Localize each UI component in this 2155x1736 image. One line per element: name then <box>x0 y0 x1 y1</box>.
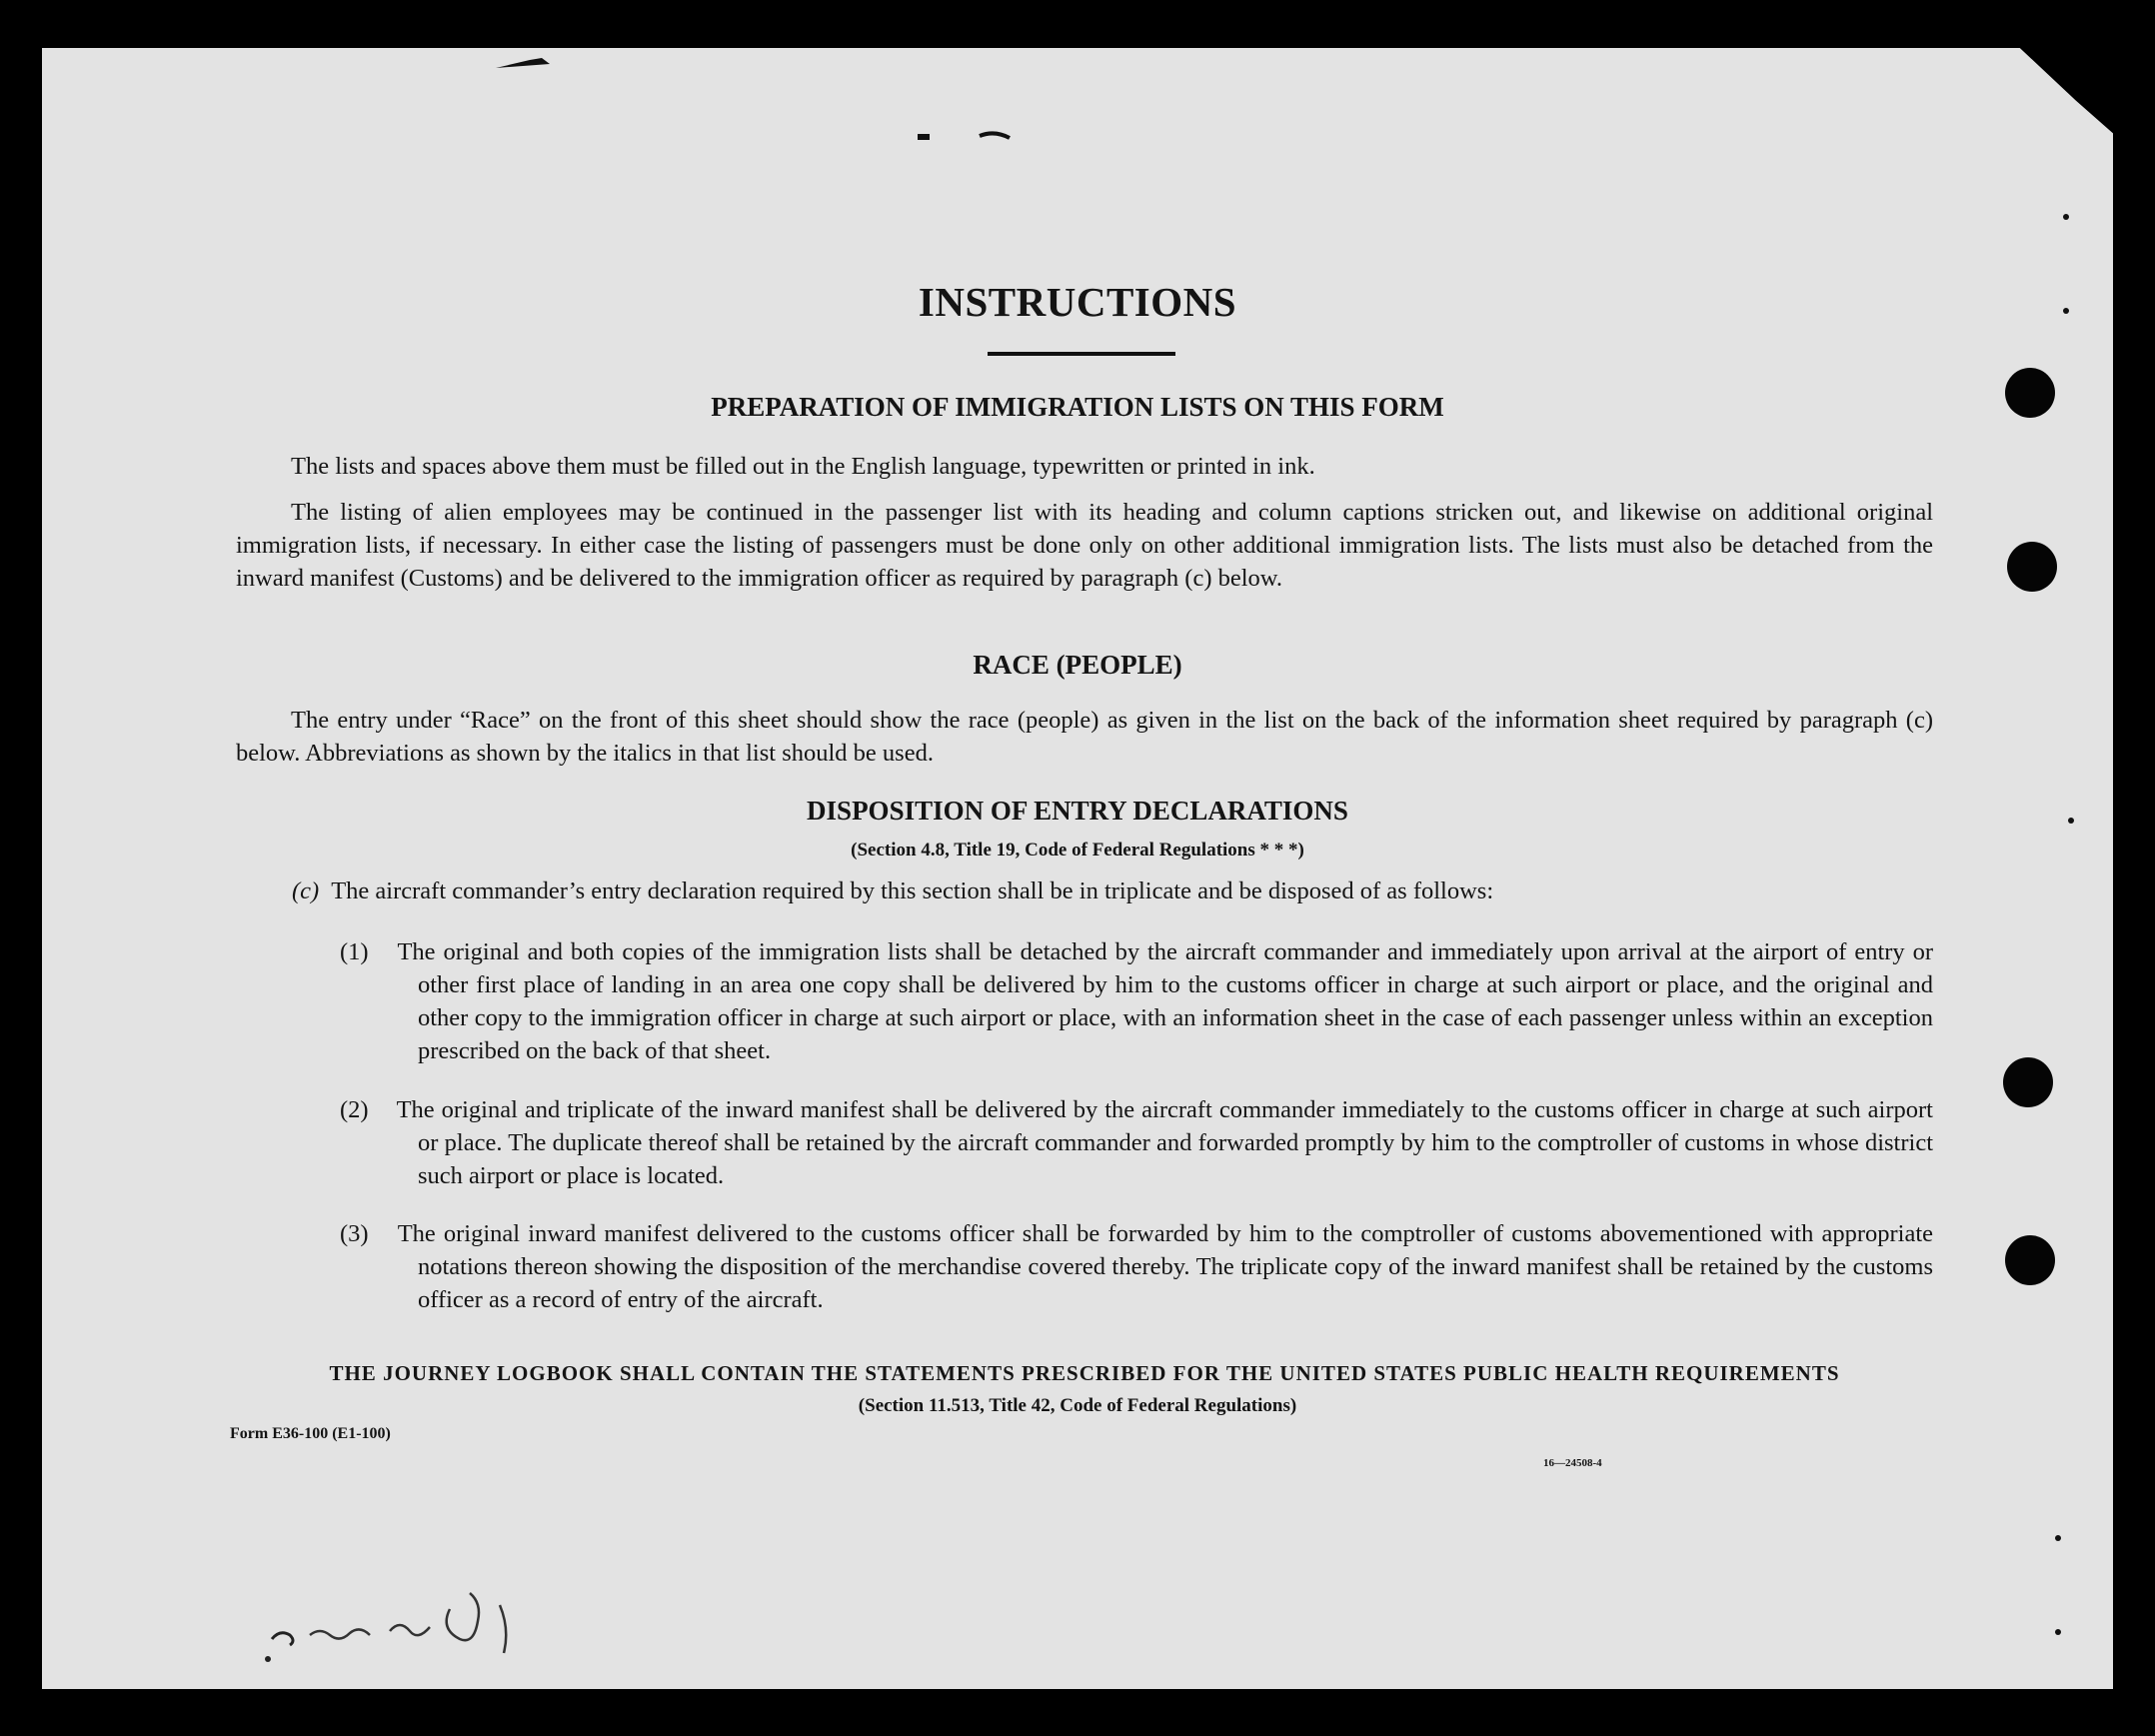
handwritten-scribble <box>260 1569 640 1669</box>
public-health-citation: (Section 11.513, Title 42, Code of Federal Regulations) <box>858 1395 1297 1416</box>
disposition-intro <box>292 877 1931 905</box>
margin-speck <box>2055 1629 2061 1635</box>
print-code: 16—24508-4 <box>1543 1457 1602 1469</box>
item-label: (3) <box>340 1220 369 1247</box>
paragraph-preparation-1: The lists and spaces above them must be filled out in the English language, typewritten or printed in ink. <box>291 453 1315 480</box>
item-text: The original and both copies of the immigration lists shall be detached by the aircraft commander and immediately upon arrival at the airport of entry or other first place of landing in an area one copy shall be delivered by him to the customs officer in charge at such airport or place, and the original and other copy to the immigration officer in charge at such airport or place, with an information sheet in the case of each passenger unless within an exception prescribed on the back of that sheet. <box>397 938 1933 1064</box>
section-heading-preparation: PREPARATION OF IMMIGRATION LISTS ON THIS FORM <box>711 392 1444 422</box>
item-text: The original inward manifest delivered to the customs officer shall be forwarded by him to the comptroller of customs abovementioned with appropriate notations thereon showing the disposition of the merchandise covered thereby. The triplicate copy of the inward manifest shall be retained by the customs officer as a record of entry of the aircraft. <box>397 1220 1933 1313</box>
intro-text: The aircraft commander’s entry declaration required by this section shall be in triplicate and be disposed of as follows: <box>331 877 1494 904</box>
section-heading-race: RACE (PEOPLE) <box>973 650 1182 680</box>
disposition-item-2 <box>340 1093 1933 1192</box>
margin-speck <box>2055 1535 2061 1541</box>
public-health-statement: THE JOURNEY LOGBOOK SHALL CONTAIN THE STATEMENTS PRESCRIBED FOR THE UNITED STATES PUBLIC HEALTH REQUIREMENTS <box>329 1361 1840 1385</box>
item-text: The original and triplicate of the inward manifest shall be delivered by the aircraft commander immediately to the customs officer in charge at such airport or place. The duplicate thereof shall be retained by the aircraft commander and forwarded promptly by him to the comptroller of customs in whose district such airport or place is located. <box>396 1096 1933 1189</box>
section-heading-disposition: DISPOSITION OF ENTRY DECLARATIONS <box>807 796 1348 826</box>
intro-label: (c) <box>292 877 320 904</box>
form-number: Form E36-100 (E1-100) <box>230 1425 391 1442</box>
punch-hole-2 <box>2007 542 2057 592</box>
disposition-citation: (Section 4.8, Title 19, Code of Federal Regulations * * *) <box>851 840 1304 861</box>
margin-speck <box>2063 214 2069 220</box>
disposition-item-1 <box>340 935 1933 1067</box>
paragraph-preparation-2: The listing of alien employees may be continued in the passenger list with its heading and column captions stricken out, and likewise on additional original immigration lists, if necessary. In either case the listing of passengers must be done only on other additional immigration lists. The lists must also be detached from the inward manifest (Customs) and be delivered to the immigration officer as required by paragraph (c) below. <box>236 499 1933 592</box>
page-title: INSTRUCTIONS <box>918 279 1237 325</box>
punch-hole-3 <box>2003 1057 2053 1107</box>
paragraph-race: The entry under “Race” on the front of this sheet should show the race (people) as given in the list on the back of the information sheet required by paragraph (c) below. Abbreviations as shown by the italics in that list should be used. <box>236 707 1933 767</box>
top-edge-marks <box>490 50 1070 150</box>
item-label: (1) <box>340 938 369 965</box>
punch-hole-4 <box>2005 1235 2055 1285</box>
disposition-item-3 <box>340 1217 1933 1316</box>
item-label: (2) <box>340 1096 369 1123</box>
title-underline <box>988 352 1175 356</box>
